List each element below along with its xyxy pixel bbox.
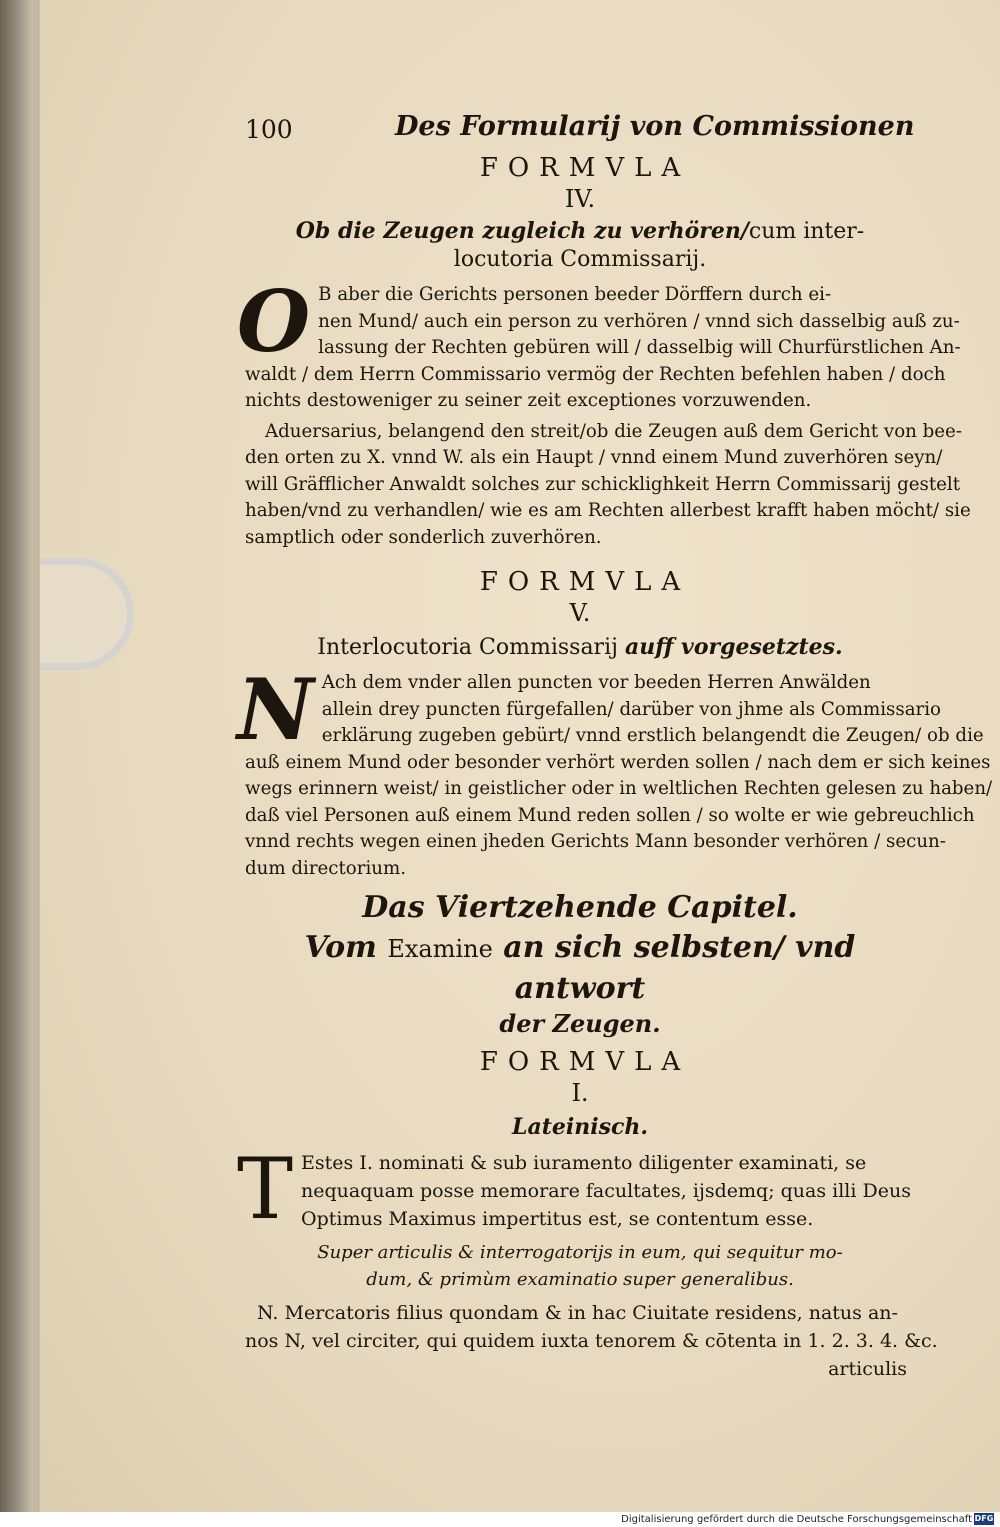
paragraph: N Ach dem vnder allen puncten vor beeden Herren Anwälden allein drey puncten fürgefallen/ darüber von jhme als Commissario erklärung zugeben gebürt/ vnnd erstlich belangendt die Zeugen/ ob die auß einem Mund oder besonder verhört werden sollen / nach dem er sich keines wegs erinnern weist/ in geistlicher oder in weltlichen Rechten gelesen zu haben/ daß viel Personen auß einem Mund reden sollen / so wolte er wie gebreuchlich vnnd rechts wegen einen jheden Gerichts Mann besonder verhören / secun- dum directorium.: [237, 660, 993, 879]
paragraph: O B aber die Gerichts personen beeder Dörffern durch ei- nen Mund/ auch ein person zu verhören / vnnd sich dasselbig auß zu- lassung der Rechten gebüren will / dasselbig will Churfürstlichen An- waldt / dem Herrn Commissario vermög der Rechten befehlen haben / doch nichts destoweniger zu seiner zeit exceptiones vorzuwenden.: [237, 272, 961, 411]
paper-clip: [40, 558, 134, 670]
drop-cap: N: [237, 660, 314, 759]
drop-cap: T: [237, 1140, 294, 1238]
formula-label: FORMVLA: [479, 153, 691, 183]
footer-credit: Digitalisierung gefördert durch die Deutsche Forschungsgemeinschaft: [621, 1514, 972, 1525]
chapter-subtitle-line2: der Zeugen.: [499, 1009, 661, 1038]
page-content: [237, 105, 993, 1383]
running-head: [245, 105, 915, 151]
formula-numeral: I.: [571, 1079, 589, 1107]
italic-paragraph: Super articulis & interrogatorijs in eum, qui sequitur mo- dum, & primùm examinatio super generalibus.: [317, 1242, 843, 1290]
page-number: 100: [245, 115, 293, 144]
drop-cap: O: [237, 272, 311, 371]
section-title: Ob die Zeugen zugleich zu verhören/cum inter- locutoria Commissarij.: [295, 218, 865, 272]
running-title: Des Formularij von Commissionen: [395, 111, 915, 142]
dfg-logo: DFG: [974, 1514, 994, 1523]
formula-label: FORMVLA: [479, 1047, 691, 1077]
language-label: Lateinisch.: [511, 1114, 649, 1140]
paragraph: Aduersarius, belangend den streit/ob die Zeugen auß dem Gericht von bee- den orten zu X. vnnd W. als ein Haupt / vnnd einem Mund zuverhören seyn/ will Gräfflicher Anwaldt solches zur schicklighkeit Herrn Commissarij gestelt haben/vnd zu verhandlen/ wie es am Rechten allerbest krafft haben möcht/ sie samptlich oder sonderlich zuverhören.: [245, 420, 971, 548]
chapter-subtitle: Vom Examine an sich selbsten/ vnd antwort: [304, 930, 856, 1006]
formula-label: FORMVLA: [479, 567, 691, 597]
formula-numeral: V.: [569, 599, 591, 627]
chapter-title: Das Viertzehende Capitel.: [362, 890, 798, 925]
paragraph: T Estes I. nominati & sub iuramento diligenter examinati, se nequaquam posse memorare facultates, ijsdemq; quas illi Deus Optimus Maximus impertitus est, se contentum esse.: [237, 1140, 911, 1238]
section-title: Interlocutoria Commissarij auff vorgesetztes.: [317, 634, 843, 660]
paragraph: N. Mercatoris filius quondam & in hac Ciuitate residens, natus an- nos N, vel circiter, qui quidem iuxta tenorem & cōtenta in 1. 2. 3. 4. &c.: [245, 1302, 938, 1352]
formula-numeral: IV.: [564, 185, 596, 213]
catchword: articulis: [828, 1358, 907, 1380]
